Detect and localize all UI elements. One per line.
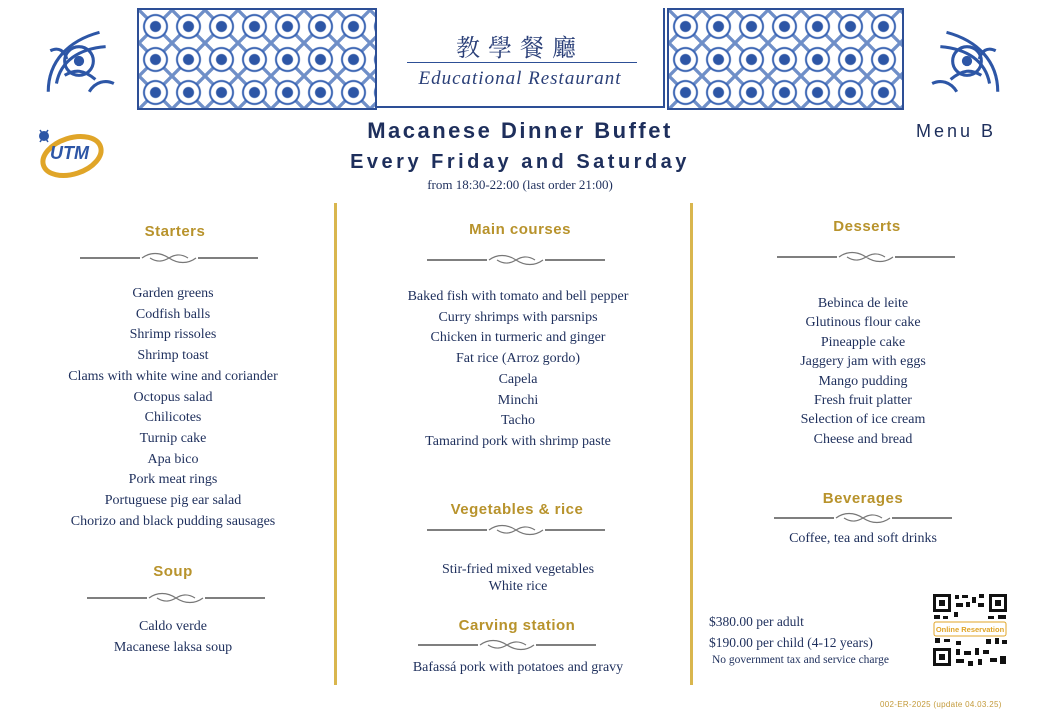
list-item: Macanese laksa soup xyxy=(113,639,233,655)
list-item: Fresh fruit platter xyxy=(814,393,912,409)
list-item: Pineapple cake xyxy=(820,334,906,350)
main-courses-heading: Main courses xyxy=(469,221,571,238)
title-plaque xyxy=(375,8,665,108)
soup-flourish-icon xyxy=(87,591,265,605)
soup-list xyxy=(20,617,326,658)
list-item: Clams with white wine and coriander xyxy=(68,368,278,384)
reservation-qr[interactable] xyxy=(932,593,1008,667)
list-item: Octopus salad xyxy=(133,389,213,405)
soup-heading: Soup xyxy=(153,563,193,580)
list-item: Apa bico xyxy=(147,451,199,467)
plaque-divider xyxy=(407,62,637,63)
list-item: Fat rice (Arroz gordo) xyxy=(455,351,580,367)
adult-price: $380.00 per adult xyxy=(709,614,804,629)
list-item: Shrimp toast xyxy=(137,348,209,364)
list-item: Coffee, tea and soft drinks xyxy=(789,531,937,546)
list-item: Chorizo and black pudding sausages xyxy=(70,513,276,529)
desserts-heading: Desserts xyxy=(833,218,901,235)
list-item: Chicken in turmeric and ginger xyxy=(430,330,606,346)
list-item: Caldo verde xyxy=(138,619,208,634)
list-item: Bafassá pork with potatoes and gravy xyxy=(412,660,624,675)
list-item: Codfish balls xyxy=(135,306,211,322)
tax-note: No government tax and service charge xyxy=(712,654,890,666)
list-item: Portuguese pig ear salad xyxy=(104,493,242,509)
left-tile-panel xyxy=(137,8,377,110)
menu-label: Menu B xyxy=(916,121,997,141)
carving-flourish-icon xyxy=(418,638,596,652)
list-item: Mango pudding xyxy=(818,373,908,389)
list-item: Baked fish with tomato and bell pepper xyxy=(407,289,629,304)
list-item: Jaggery jam with eggs xyxy=(800,354,926,370)
column-divider-right xyxy=(690,203,693,685)
restaurant-name-english: Educational Restaurant xyxy=(418,68,622,89)
list-item: Selection of ice cream xyxy=(800,412,926,428)
list-item: White rice xyxy=(488,579,548,594)
list-item: Chilicotes xyxy=(144,410,202,426)
starters-flourish-icon xyxy=(80,251,258,265)
list-item: Minchi xyxy=(497,392,539,408)
beverages-list xyxy=(716,529,1010,550)
starters-heading: Starters xyxy=(144,223,206,240)
left-ornament-icon xyxy=(38,20,120,102)
starters-list xyxy=(20,284,326,532)
list-item: Glutinous flour cake xyxy=(805,315,921,331)
list-item: Pork meat rings xyxy=(128,472,218,488)
pricing-block xyxy=(709,611,873,653)
main-courses-flourish-icon xyxy=(427,253,605,267)
list-item: Shrimp rissoles xyxy=(129,327,217,343)
main-courses-list xyxy=(358,287,678,453)
list-item: Turnip cake xyxy=(139,430,207,446)
logo-text: UTM xyxy=(50,143,89,163)
list-item: Tamarind pork with shrimp paste xyxy=(425,433,611,449)
list-item: Curry shrimps with parsnips xyxy=(438,309,598,325)
vegetables-rice-list xyxy=(358,561,678,595)
list-item: Stir-fried mixed vegetables xyxy=(441,562,595,577)
qr-label: Online Reservation xyxy=(935,625,1005,634)
beverages-flourish-icon xyxy=(774,511,952,525)
list-item: Capela xyxy=(498,371,538,387)
buffet-hours: from 18:30-22:00 (last order 21:00) xyxy=(427,177,613,192)
vegetables-flourish-icon xyxy=(427,523,605,537)
carving-station-list xyxy=(358,658,678,679)
carving-station-heading: Carving station xyxy=(458,617,576,634)
desserts-list xyxy=(716,294,1010,449)
right-ornament-icon xyxy=(926,20,1008,102)
right-tile-panel xyxy=(667,8,904,110)
restaurant-name-chinese: 教學餐廳 xyxy=(456,34,584,62)
document-code: 002-ER-2025 (update 04.03.25) xyxy=(880,700,1002,709)
child-price: $190.00 per child (4-12 years) xyxy=(709,635,873,650)
buffet-title: Macanese Dinner Buffet xyxy=(367,118,673,143)
header-banner xyxy=(137,8,902,110)
list-item: Bebinca de leite xyxy=(817,296,909,311)
desserts-flourish-icon xyxy=(777,250,955,264)
column-divider-left xyxy=(334,203,337,685)
vegetables-rice-heading: Vegetables & rice xyxy=(450,501,584,518)
buffet-days: Every Friday and Saturday xyxy=(350,151,690,173)
list-item: Cheese and bread xyxy=(813,431,913,447)
list-item: Tacho xyxy=(500,413,535,429)
beverages-heading: Beverages xyxy=(822,490,904,507)
list-item: Garden greens xyxy=(132,286,214,301)
